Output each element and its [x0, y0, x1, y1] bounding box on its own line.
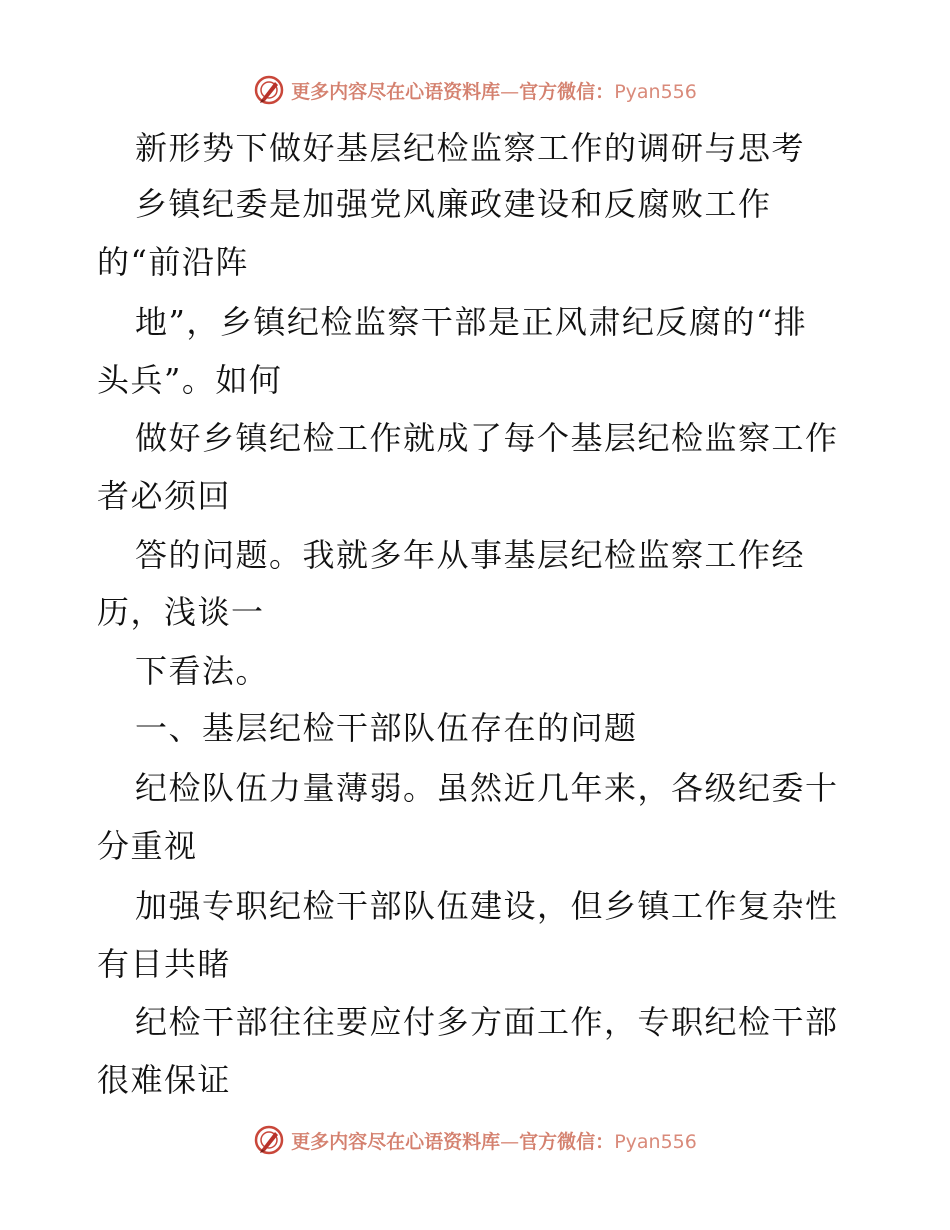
text-line: 纪检队伍力量薄弱。虽然近几年来，各级纪委十	[135, 769, 839, 807]
watermark-wechat-id: Pyan556	[614, 80, 697, 103]
text-line: 分重视	[97, 827, 198, 865]
text-line: 历，浅谈一	[97, 593, 265, 631]
text-line: 纪检干部往往要应付多方面工作，专职纪检干部	[135, 1003, 839, 1041]
text-line: 加强专职纪检干部队伍建设，但乡镇工作复杂性	[135, 887, 839, 925]
watermark-text	[291, 1127, 697, 1154]
watermark-site: 更多内容尽在心语资料库	[291, 1130, 501, 1153]
watermark-dash: —	[500, 80, 520, 103]
pen-logo-icon	[253, 1124, 285, 1156]
section-heading: 一、基层纪检干部队伍存在的问题	[135, 709, 638, 747]
watermark-text	[291, 77, 697, 104]
text-line: 答的问题。我就多年从事基层纪检监察工作经	[135, 536, 806, 574]
watermark-dash: —	[500, 1130, 520, 1153]
watermark-site: 更多内容尽在心语资料库	[291, 80, 501, 103]
watermark-wechat-label: 官方微信：	[519, 80, 615, 103]
text-line: 乡镇纪委是加强党风廉政建设和反腐败工作	[135, 185, 772, 223]
watermark-wechat-label: 官方微信：	[519, 1130, 615, 1153]
document-title: 新形势下做好基层纪检监察工作的调研与思考	[135, 129, 806, 167]
text-line: 头兵”。如何	[97, 361, 283, 399]
text-line: 做好乡镇纪检工作就成了每个基层纪检监察工作	[135, 419, 839, 457]
text-line: 有目共睹	[97, 945, 232, 983]
text-line: 下看法。	[135, 652, 270, 690]
text-line: 地”，乡镇纪检监察干部是正风肃纪反腐的“排	[135, 303, 808, 341]
pen-logo-icon	[253, 74, 285, 106]
text-line: 者必须回	[97, 477, 232, 515]
watermark-wechat-id: Pyan556	[614, 1130, 697, 1153]
header-watermark	[0, 70, 950, 110]
text-line: 的“前沿阵	[97, 243, 249, 281]
footer-watermark	[0, 1120, 950, 1160]
text-line: 很难保证	[97, 1061, 232, 1099]
